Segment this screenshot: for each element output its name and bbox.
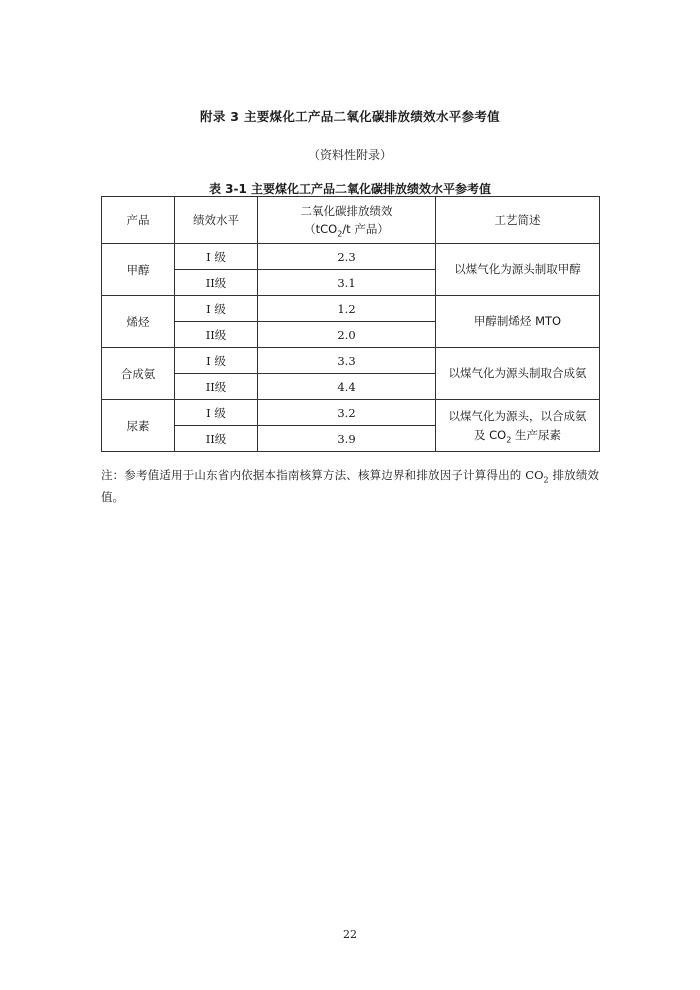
table-note: 注：参考值适用于山东省内依据本指南核算方法、核算边界和排放因子计算得出的 $CO_2$ 排放绩效值。 <box>101 468 599 504</box>
process-line1: 以煤气化为源头，以合成氨 <box>448 408 587 423</box>
header-level: 绩效水平 <box>175 197 258 244</box>
product-cell: 尿素 <box>102 400 175 452</box>
header-process: 工艺简述 <box>436 197 600 244</box>
value-cell: 2.0 <box>258 322 436 348</box>
value-cell: 3.9 <box>258 426 436 452</box>
product-cell: 甲醇 <box>102 244 175 296</box>
value-cell: 2.3 <box>258 244 436 270</box>
value-cell: 3.2 <box>258 400 436 426</box>
value-cell: 3.3 <box>258 348 436 374</box>
level-cell: I 级 <box>175 296 258 322</box>
header-emission-unit: （tCO$_2$/t 产品） <box>304 222 389 239</box>
emission-table <box>101 196 600 452</box>
level-cell: II级 <box>175 270 258 296</box>
product-cell: 烯烃 <box>102 296 175 348</box>
level-cell: I 级 <box>175 400 258 426</box>
page-subtitle: （资料性附录） <box>307 148 392 162</box>
table-row <box>102 296 600 322</box>
process-cell: 以煤气化为源头制取合成氨 <box>436 348 600 400</box>
process-cell <box>436 400 600 452</box>
header-emission-line1: 二氧化碳排放绩效 <box>300 204 393 218</box>
product-cell: 合成氨 <box>102 348 175 400</box>
value-cell: 3.1 <box>258 270 436 296</box>
value-cell: 4.4 <box>258 374 436 400</box>
header-product: 产品 <box>102 197 175 244</box>
process-cell: 甲醇制烯烃 MTO <box>436 296 600 348</box>
page-number: 22 <box>343 928 357 941</box>
table-header-row <box>102 197 600 244</box>
level-cell: I 级 <box>175 348 258 374</box>
level-cell: II级 <box>175 374 258 400</box>
level-cell: II级 <box>175 322 258 348</box>
page-title: 附录 3 主要煤化工产品二氧化碳排放绩效水平参考值 <box>200 109 500 124</box>
level-cell: II级 <box>175 426 258 452</box>
process-line2: 及 $CO_2$ 生产尿素 <box>474 427 561 444</box>
table-caption: 表 3-1 主要煤化工产品二氧化碳排放绩效水平参考值 <box>208 182 492 196</box>
level-cell: I 级 <box>175 244 258 270</box>
value-cell: 1.2 <box>258 296 436 322</box>
table-row <box>102 400 600 426</box>
table-row <box>102 244 600 270</box>
table-row <box>102 348 600 374</box>
header-emission <box>258 197 436 244</box>
process-cell: 以煤气化为源头制取甲醇 <box>436 244 600 296</box>
